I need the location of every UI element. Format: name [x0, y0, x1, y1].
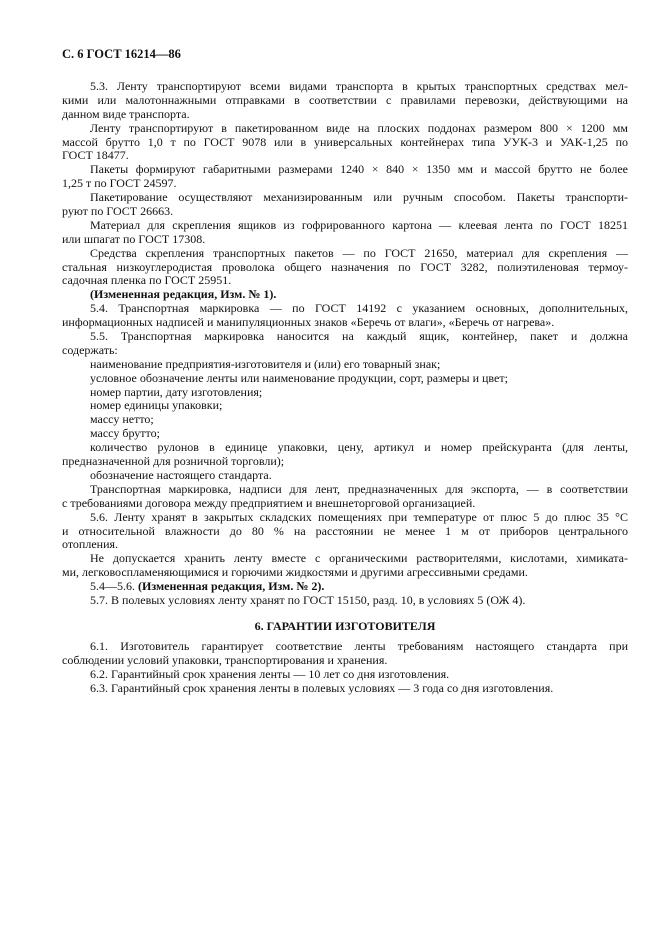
- text-line: с требованиями договора между предприятием и внешнеторговой организацией.: [62, 495, 476, 510]
- paragraph: [62, 427, 628, 441]
- text-line: стальная низкоуглеродистая проволока общего назначения по ГОСТ 3282, полиэтиленовая термоу-: [62, 259, 628, 274]
- text-line: и относительной влажности до 80 % на расстоянии не менее 1 м от приборов центрального: [62, 523, 628, 538]
- text-line: 5.3. Ленту транспортируют всеми видами транспорта в крытых транспортных средствах мел-: [90, 79, 628, 93]
- paragraph: [62, 386, 628, 400]
- section-6-body: [62, 640, 628, 696]
- paragraph: [62, 594, 628, 608]
- paragraph: [62, 413, 628, 427]
- text-line: (Измененная редакция, Изм. № 1).: [90, 287, 277, 302]
- text-line: Средства скрепления транспортных пакетов — по ГОСТ 21650, материал для скрепления —: [90, 245, 628, 260]
- text-line: садочная пленка по ГОСТ 25951.: [62, 273, 232, 288]
- text-line: данном виде транспорта.: [62, 106, 190, 121]
- text-line: отопления.: [62, 537, 119, 552]
- paragraph: [62, 580, 628, 594]
- text-line: 5.6. Ленту хранят в закрытых складских помещениях при температуре от плюс 5 до плюс 35 °С: [90, 509, 628, 524]
- text-line: условное обозначение ленты или наименование продукции, сорт, размеры и цвет;: [90, 370, 508, 385]
- paragraph: [62, 441, 628, 469]
- text-line: Не допускается хранить ленту вместе с органическими растворителями, кислотами, химиката-: [90, 551, 628, 566]
- paragraph: [62, 247, 628, 289]
- text-line: ми, легковоспламеняющимися и горючими жидкостями и другими агрессивными средами.: [62, 565, 528, 580]
- text-line: предназначенной для розничной торговли);: [62, 454, 285, 469]
- paragraph: [62, 191, 628, 219]
- paragraph: [62, 469, 628, 483]
- paragraph: [62, 163, 628, 191]
- text-line: руют по ГОСТ 26663.: [62, 204, 174, 219]
- text-line: номер единицы упаковки;: [90, 398, 223, 413]
- text-line: обозначение настоящего стандарта.: [90, 467, 272, 482]
- paragraph: [62, 219, 628, 247]
- text-line: кими или малотоннажными отправками в соответствии с правилами перевозки, действующими на: [62, 92, 628, 107]
- paragraph: [62, 358, 628, 372]
- section-6-title: 6. ГАРАНТИИ ИЗГОТОВИТЕЛЯ: [254, 619, 436, 633]
- text-line: соблюдении условий упаковки, транспортирования и хранения.: [62, 652, 388, 667]
- text-line: массой брутто 1,0 т по ГОСТ 9078 или в универсальных контейнерах типа УУК-3 и УАК-1,25 по: [62, 134, 628, 149]
- amendment-note: (Измененная редакция, Изм. № 2).: [138, 579, 325, 594]
- text-line: 1,25 т по ГОСТ 24597.: [62, 176, 177, 191]
- text-line: содержать:: [62, 342, 118, 357]
- text-line: Транспортная маркировка, надписи для лент, предназначенных для экспорта, — в соответствии: [90, 481, 628, 496]
- paragraph: [62, 399, 628, 413]
- text-line: Ленту транспортируют в пакетированном виде на плоских поддонах размером 800 × 1200 мм: [90, 120, 628, 135]
- section-5-body: [62, 80, 628, 608]
- text-line: 6.1. Изготовитель гарантирует соответствие ленты требованиям настоящего стандарта при: [90, 639, 628, 653]
- text-line: 5.7. В полевых условиях ленту хранят по ГОСТ 15150, разд. 10, в условиях 5 (ОЖ 4).: [90, 592, 526, 607]
- paragraph: [62, 668, 628, 682]
- text-line: ГОСТ 18477.: [62, 148, 129, 163]
- paragraph: [62, 552, 628, 580]
- text-line: Материал для скрепления ящиков из гофрированного картона — клеевая лента по ГОСТ 18251: [90, 217, 628, 232]
- paragraph: [62, 122, 628, 164]
- paragraph: [62, 372, 628, 386]
- text-line: информационных надписей и манипуляционных знаков «Беречь от влаги», «Беречь от нагрева».: [62, 315, 555, 330]
- paragraph: [62, 288, 628, 302]
- page-header: С. 6 ГОСТ 16214—86: [62, 47, 181, 61]
- text-line: наименование предприятия-изготовителя и (или) его товарный знак;: [90, 356, 441, 371]
- text-line: 5.4. Транспортная маркировка — по ГОСТ 14192 с указанием основных, дополнительных,: [90, 301, 628, 316]
- paragraph: [62, 682, 628, 696]
- text-line: или шпагат по ГОСТ 17308.: [62, 231, 206, 246]
- text-line: массу брутто;: [90, 426, 160, 441]
- text-line: Пакетирование осуществляют механизированным или ручным способом. Пакеты транспорти-: [90, 190, 628, 205]
- text-line: массу нетто;: [90, 412, 154, 427]
- text-line: 5.5. Транспортная маркировка наносится на каждый ящик, контейнер, пакет и должна: [90, 329, 628, 344]
- paragraph: [62, 511, 628, 553]
- paragraph: [62, 483, 628, 511]
- paragraph: [62, 302, 628, 330]
- text-line: [62, 580, 628, 594]
- paragraph: [62, 640, 628, 668]
- text-line: 6.2. Гарантийный срок хранения ленты — 10 лет со дня изготовления.: [90, 666, 450, 681]
- paragraph: [62, 80, 628, 122]
- text-line: номер партии, дату изготовления;: [90, 384, 263, 399]
- text-line: 6.3. Гарантийный срок хранения ленты в полевых условиях — 3 года со дня изготовления.: [90, 680, 554, 695]
- paragraph: [62, 330, 628, 358]
- text-line: количество рулонов в единице упаковки, цену, артикул и номер прейскуранта (для ленты,: [90, 440, 628, 455]
- text-line: Пакеты формируют габаритными размерами 1240 × 840 × 1350 мм и массой брутто не более: [90, 162, 628, 177]
- amendment-ref: 5.4—5.6.: [90, 579, 138, 594]
